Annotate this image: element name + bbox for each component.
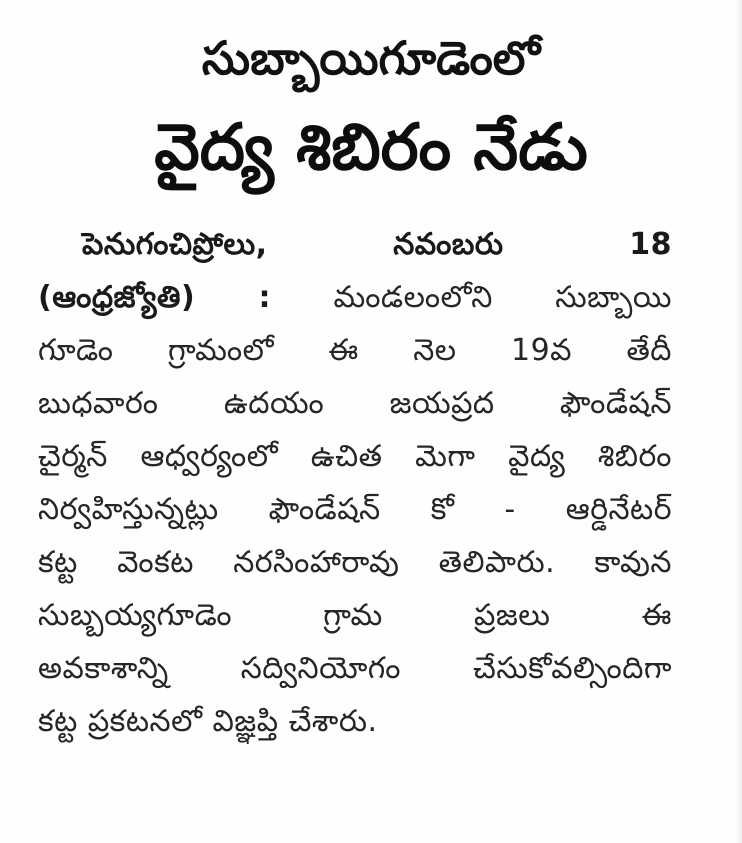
dateline-line — [38, 218, 672, 271]
article-headline: వైద్య శిబిరం నేడు — [154, 111, 588, 185]
dateline-day: 18 — [629, 227, 672, 262]
body-line-3: బుధవారం ఉదయం జయప్రద ఫౌండేషన్ — [38, 386, 672, 421]
body-line-4: చైర్మన్ ఆధ్వర్యంలో ఉచిత మెగా వైద్య శిబిరం — [38, 439, 672, 474]
body-line-2: గూడెం గ్రామంలో ఈ నెల 19వ తేదీ — [38, 333, 672, 368]
body-line-6: కట్ట వెంకట నరసింహారావు తెలిపారు. కావున — [38, 545, 672, 580]
body-line-8: అవకాశాన్ని సద్వినియోగం చేసుకోవల్సిందిగా — [38, 651, 672, 686]
source-label: (ఆంధ్రజ్యోతి) : — [38, 280, 272, 315]
dateline-month: నవంబరు — [393, 227, 504, 262]
body-line-7: సుబ్బయ్యగూడెం గ్రామ ప్రజలు ఈ — [38, 598, 672, 633]
body-line-1: మండలంలోని సుబ్బాయి — [333, 280, 672, 315]
article-body — [38, 218, 672, 748]
dateline-place: పెనుగంచిప్రోలు, — [82, 227, 268, 262]
source-line — [38, 271, 672, 324]
body-line-5: నిర్వహిస్తున్నట్లు ఫౌండేషన్ కో - ఆర్డినేటర్ — [38, 492, 672, 527]
body-line-9: కట్ట ప్రకటనలో విజ్ఞప్తి చేశారు. — [38, 704, 378, 739]
article-kicker: సుబ్బాయిగూడెంలో — [201, 31, 541, 85]
